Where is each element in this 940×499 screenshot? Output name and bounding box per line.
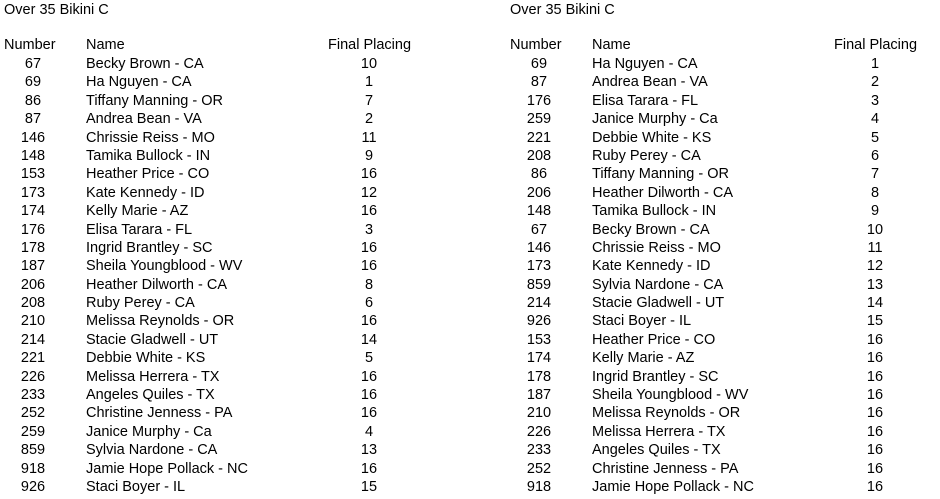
row-number: 87 xyxy=(530,74,548,91)
row-number: 226 xyxy=(526,423,552,440)
row-name: Stacie Gladwell - UT xyxy=(592,295,725,312)
row-number: 210 xyxy=(526,405,552,422)
row-name: Melissa Reynolds - OR xyxy=(86,313,235,330)
row-placing: 7 xyxy=(364,92,374,109)
row-placing: 1 xyxy=(870,56,880,72)
table-row xyxy=(4,221,434,239)
right-header-placing: Final Placing xyxy=(834,37,918,53)
row-name: Kelly Marie - AZ xyxy=(86,203,189,220)
left-rows xyxy=(4,55,434,496)
row-placing: 11 xyxy=(867,239,883,256)
row-name: Debbie White - KS xyxy=(592,129,712,146)
table-row xyxy=(510,165,940,183)
table-row xyxy=(510,147,940,165)
row-number: 148 xyxy=(20,147,46,164)
row-placing: 5 xyxy=(870,129,880,146)
right-header-row xyxy=(510,37,940,55)
table-row xyxy=(510,257,940,275)
row-number: 252 xyxy=(20,405,46,422)
table-row xyxy=(4,257,434,275)
row-placing: 3 xyxy=(364,221,374,238)
table-row xyxy=(4,478,434,496)
row-number: 146 xyxy=(20,129,46,146)
table-row xyxy=(510,478,940,496)
row-number: 148 xyxy=(526,203,552,220)
row-name: Jamie Hope Pollack - NC xyxy=(592,478,754,495)
row-number: 206 xyxy=(526,184,552,201)
row-number: 233 xyxy=(526,442,552,459)
row-placing: 16 xyxy=(360,387,378,404)
row-placing: 13 xyxy=(866,276,884,293)
row-name: Ha Nguyen - CA xyxy=(592,56,698,72)
row-name: Staci Boyer - IL xyxy=(86,478,186,495)
row-placing: 7 xyxy=(870,166,880,183)
table-row xyxy=(4,110,434,128)
table-row xyxy=(4,239,434,257)
table-row xyxy=(510,386,940,404)
row-number: 174 xyxy=(20,203,46,220)
row-placing: 16 xyxy=(866,368,884,385)
row-number: 208 xyxy=(20,295,46,312)
row-number: 926 xyxy=(526,313,552,330)
table-row xyxy=(510,129,940,147)
row-name: Becky Brown - CA xyxy=(592,221,710,238)
table-row xyxy=(510,276,940,294)
row-name: Tiffany Manning - OR xyxy=(86,92,223,109)
row-number: 214 xyxy=(20,331,46,348)
table-row xyxy=(510,239,940,257)
row-placing: 12 xyxy=(360,184,378,201)
table-row xyxy=(4,423,434,441)
row-number: 252 xyxy=(526,460,552,477)
table-row xyxy=(510,368,940,386)
table-row xyxy=(4,202,434,220)
row-name: Tiffany Manning - OR xyxy=(592,166,729,183)
row-name: Chrissie Reiss - MO xyxy=(592,239,721,256)
row-number: 918 xyxy=(526,478,552,495)
row-placing: 10 xyxy=(866,221,884,238)
row-number: 173 xyxy=(20,184,46,201)
row-placing: 15 xyxy=(866,313,884,330)
row-placing: 9 xyxy=(870,203,880,220)
row-number: 210 xyxy=(20,313,46,330)
row-placing: 2 xyxy=(870,74,880,91)
table-row xyxy=(4,147,434,165)
row-placing: 6 xyxy=(364,295,374,312)
row-placing: 4 xyxy=(364,423,374,440)
row-number: 206 xyxy=(20,276,46,293)
left-header-number: Number xyxy=(4,37,56,53)
table-row xyxy=(510,221,940,239)
table-row xyxy=(510,184,940,202)
row-number: 153 xyxy=(20,166,46,183)
row-placing: 13 xyxy=(360,442,378,459)
left-header-name: Name xyxy=(86,37,125,53)
row-number: 153 xyxy=(526,331,552,348)
row-name: Ruby Perey - CA xyxy=(86,295,195,312)
table-row xyxy=(510,404,940,422)
row-name: Debbie White - KS xyxy=(86,350,206,367)
row-name: Sheila Youngblood - WV xyxy=(592,387,749,404)
row-name: Elisa Tarara - FL xyxy=(592,92,699,109)
row-name: Melissa Herrera - TX xyxy=(592,423,726,440)
table-row xyxy=(4,129,434,147)
row-name: Ingrid Brantley - SC xyxy=(86,239,213,256)
table-row xyxy=(4,331,434,349)
row-placing: 16 xyxy=(360,258,378,275)
row-placing: 14 xyxy=(866,295,884,312)
row-name: Jamie Hope Pollack - NC xyxy=(86,460,248,477)
row-number: 174 xyxy=(526,350,552,367)
right-table-title: Over 35 Bikini C xyxy=(510,2,615,18)
table-row xyxy=(510,55,940,73)
row-name: Sheila Youngblood - WV xyxy=(86,258,243,275)
row-placing: 2 xyxy=(364,111,374,128)
row-name: Melissa Reynolds - OR xyxy=(592,405,741,422)
row-placing: 16 xyxy=(866,387,884,404)
row-number: 918 xyxy=(20,460,46,477)
table-row xyxy=(510,423,940,441)
row-number: 173 xyxy=(526,258,552,275)
row-name: Angeles Quiles - TX xyxy=(592,442,721,459)
row-name: Staci Boyer - IL xyxy=(592,313,692,330)
table-row xyxy=(4,312,434,330)
row-placing: 15 xyxy=(360,478,378,495)
left-table-title: Over 35 Bikini C xyxy=(4,2,109,18)
row-name: Andrea Bean - VA xyxy=(86,111,202,128)
row-placing: 8 xyxy=(870,184,880,201)
row-number: 187 xyxy=(526,387,552,404)
row-number: 146 xyxy=(526,239,552,256)
row-placing: 16 xyxy=(866,442,884,459)
row-name: Andrea Bean - VA xyxy=(592,74,708,91)
row-name: Janice Murphy - Ca xyxy=(592,111,718,128)
table-row xyxy=(510,92,940,110)
row-placing: 16 xyxy=(360,239,378,256)
table-row xyxy=(510,202,940,220)
row-name: Elisa Tarara - FL xyxy=(86,221,193,238)
row-number: 176 xyxy=(20,221,46,238)
row-number: 221 xyxy=(20,350,46,367)
row-number: 226 xyxy=(20,368,46,385)
table-row xyxy=(4,460,434,478)
row-name: Kelly Marie - AZ xyxy=(592,350,695,367)
row-placing: 16 xyxy=(360,405,378,422)
row-number: 233 xyxy=(20,387,46,404)
row-placing: 16 xyxy=(866,478,884,495)
row-name: Heather Price - CO xyxy=(592,331,716,348)
row-name: Angeles Quiles - TX xyxy=(86,387,215,404)
table-row xyxy=(4,404,434,422)
table-row xyxy=(510,331,940,349)
row-number: 208 xyxy=(526,147,552,164)
table-row xyxy=(4,73,434,91)
row-name: Stacie Gladwell - UT xyxy=(86,331,219,348)
row-name: Heather Dilworth - CA xyxy=(86,276,228,293)
row-name: Chrissie Reiss - MO xyxy=(86,129,215,146)
table-row xyxy=(4,441,434,459)
row-number: 67 xyxy=(24,56,42,72)
row-number: 86 xyxy=(24,92,42,109)
row-number: 221 xyxy=(526,129,552,146)
row-number: 214 xyxy=(526,295,552,312)
table-row xyxy=(510,441,940,459)
row-placing: 16 xyxy=(866,460,884,477)
row-placing: 9 xyxy=(364,147,374,164)
row-placing: 16 xyxy=(360,460,378,477)
row-name: Ruby Perey - CA xyxy=(592,147,701,164)
row-placing: 16 xyxy=(360,166,378,183)
left-header-placing: Final Placing xyxy=(328,37,412,53)
row-placing: 16 xyxy=(360,313,378,330)
table-row xyxy=(510,349,940,367)
row-name: Janice Murphy - Ca xyxy=(86,423,212,440)
row-name: Heather Dilworth - CA xyxy=(592,184,734,201)
row-placing: 4 xyxy=(870,111,880,128)
table-row xyxy=(4,276,434,294)
row-name: Sylvia Nardone - CA xyxy=(86,442,218,459)
row-placing: 16 xyxy=(360,203,378,220)
table-row xyxy=(510,294,940,312)
table-row xyxy=(4,294,434,312)
row-number: 859 xyxy=(526,276,552,293)
row-number: 859 xyxy=(20,442,46,459)
row-number: 178 xyxy=(20,239,46,256)
table-row xyxy=(510,73,940,91)
row-placing: 12 xyxy=(866,258,884,275)
row-number: 926 xyxy=(20,478,46,495)
row-number: 259 xyxy=(20,423,46,440)
row-placing: 16 xyxy=(866,350,884,367)
row-name: Sylvia Nardone - CA xyxy=(592,276,724,293)
table-row xyxy=(4,165,434,183)
left-header-row xyxy=(4,37,434,55)
row-number: 69 xyxy=(530,56,548,72)
row-number: 176 xyxy=(526,92,552,109)
right-header-number: Number xyxy=(510,37,562,53)
table-row xyxy=(4,55,434,73)
table-row xyxy=(4,92,434,110)
row-number: 187 xyxy=(20,258,46,275)
row-placing: 14 xyxy=(360,331,378,348)
table-row xyxy=(510,110,940,128)
row-number: 69 xyxy=(24,74,42,91)
row-number: 86 xyxy=(530,166,548,183)
row-name: Kate Kennedy - ID xyxy=(86,184,205,201)
row-placing: 16 xyxy=(866,405,884,422)
table-row xyxy=(510,460,940,478)
row-number: 259 xyxy=(526,111,552,128)
row-name: Christine Jenness - PA xyxy=(86,405,233,422)
row-name: Melissa Herrera - TX xyxy=(86,368,220,385)
row-placing: 10 xyxy=(360,56,378,72)
table-row xyxy=(4,368,434,386)
row-placing: 11 xyxy=(361,129,377,146)
row-name: Ha Nguyen - CA xyxy=(86,74,192,91)
row-number: 67 xyxy=(530,221,548,238)
table-row xyxy=(510,312,940,330)
row-placing: 8 xyxy=(364,276,374,293)
table-row xyxy=(4,386,434,404)
table-row xyxy=(4,349,434,367)
row-name: Christine Jenness - PA xyxy=(592,460,739,477)
right-header-name: Name xyxy=(592,37,631,53)
row-placing: 16 xyxy=(866,423,884,440)
row-placing: 16 xyxy=(360,368,378,385)
table-row xyxy=(4,184,434,202)
row-name: Tamika Bullock - IN xyxy=(592,203,717,220)
row-placing: 5 xyxy=(364,350,374,367)
row-name: Ingrid Brantley - SC xyxy=(592,368,719,385)
row-name: Tamika Bullock - IN xyxy=(86,147,211,164)
row-number: 87 xyxy=(24,111,42,128)
row-placing: 3 xyxy=(870,92,880,109)
row-placing: 16 xyxy=(866,331,884,348)
row-number: 178 xyxy=(526,368,552,385)
right-rows xyxy=(510,55,940,496)
row-name: Heather Price - CO xyxy=(86,166,210,183)
row-name: Kate Kennedy - ID xyxy=(592,258,711,275)
row-placing: 1 xyxy=(364,74,374,91)
row-placing: 6 xyxy=(870,147,880,164)
row-name: Becky Brown - CA xyxy=(86,56,204,72)
